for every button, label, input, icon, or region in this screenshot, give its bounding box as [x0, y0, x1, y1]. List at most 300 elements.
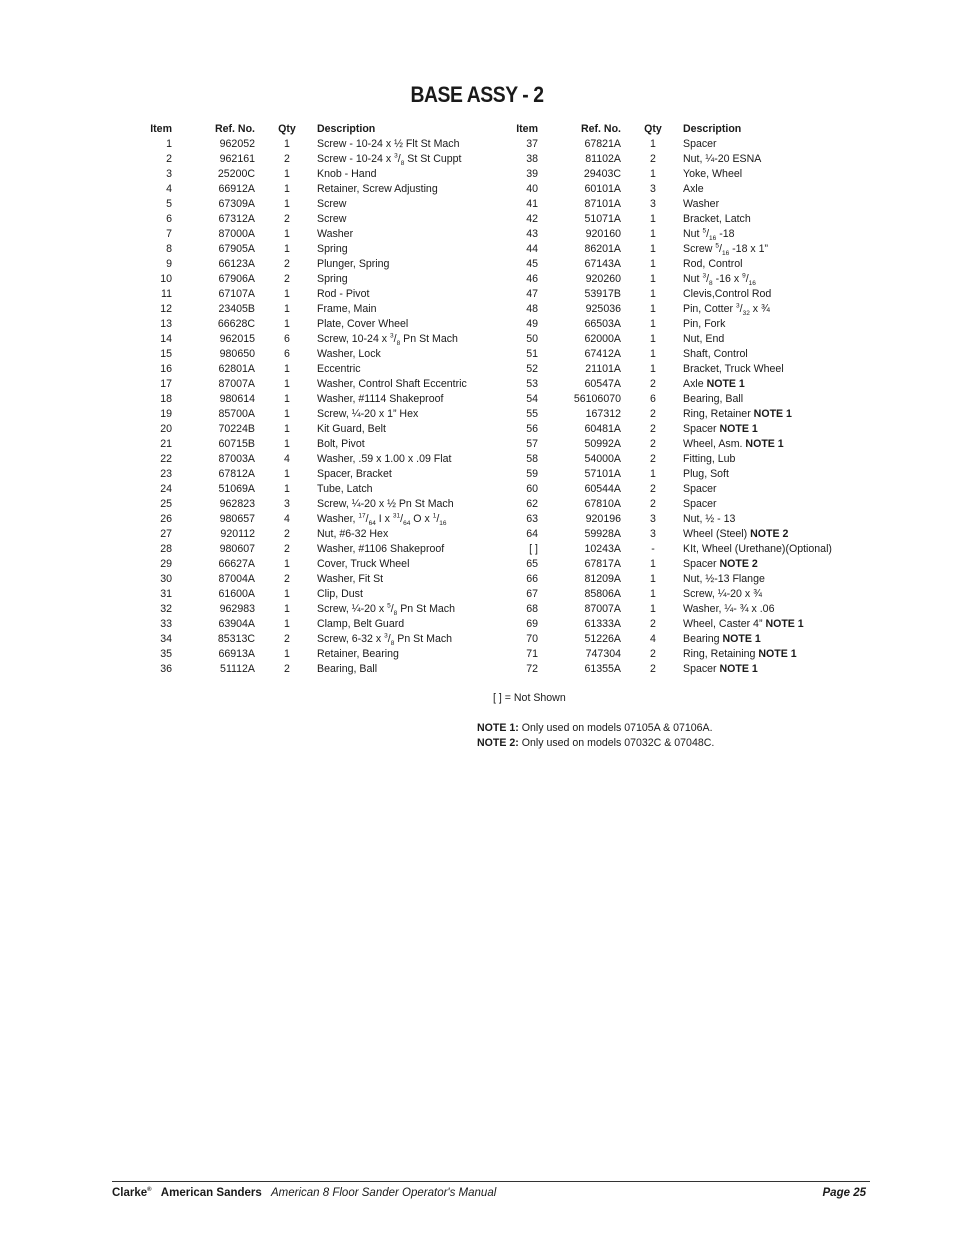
ref-number: 66503A [584, 318, 621, 330]
table-row [496, 212, 903, 227]
description: Eccentric [317, 363, 361, 375]
quantity: 1 [650, 468, 656, 480]
quantity: 1 [650, 213, 656, 225]
ref-number: 63904A [218, 618, 255, 630]
table-row [496, 482, 903, 497]
quantity: 4 [284, 453, 290, 465]
item-number: 25 [160, 498, 172, 510]
ref-number: 66628C [217, 318, 255, 330]
description: Wheel, Caster 4” NOTE 1 [683, 618, 804, 630]
item-number: 48 [526, 303, 538, 315]
brand-name: Clarke [112, 1187, 148, 1199]
item-number: 45 [526, 258, 538, 270]
ref-number: 21101A [585, 363, 621, 375]
ref-number: 87000A [218, 228, 255, 240]
quantity: 1 [284, 198, 290, 210]
item-number: 34 [160, 633, 172, 645]
item-number: 13 [160, 318, 172, 330]
description: Spacer [683, 138, 717, 150]
table-row [130, 332, 537, 347]
ref-number: 51226A [584, 633, 621, 645]
description: Yoke, Wheel [683, 168, 743, 180]
description: Nut $^3/_8$ -16 x $^9/_{16}$ [683, 272, 756, 288]
footer-company: American Sanders [160, 1187, 262, 1199]
ref-number: 920112 [220, 528, 255, 540]
description: Plunger, Spring [317, 258, 390, 270]
description: Screw [317, 198, 347, 210]
header-item: Item [516, 123, 538, 135]
description: Spacer NOTE 2 [683, 558, 758, 570]
table-row [496, 557, 903, 572]
page-footer [112, 1187, 870, 1203]
quantity: 1 [284, 648, 290, 660]
ref-number: 29403C [583, 168, 621, 180]
item-number: 17 [160, 378, 172, 390]
item-number: 26 [160, 513, 172, 525]
table-row [130, 527, 537, 542]
item-number: 10 [160, 273, 172, 285]
description: KIt, Wheel (Urethane)(Optional) [683, 543, 832, 555]
table-row [496, 407, 903, 422]
table-row [130, 152, 537, 167]
item-number: 67 [526, 588, 538, 600]
table-row [496, 257, 903, 272]
table-row [496, 587, 903, 602]
item-number: 52 [526, 363, 538, 375]
ref-number: 962161 [219, 153, 255, 165]
item-number: 65 [526, 558, 538, 570]
quantity: 2 [650, 453, 656, 465]
note-reference: NOTE 1 [745, 438, 784, 450]
table-row [130, 392, 537, 407]
description: Washer, #1114 Shakeproof [317, 393, 444, 405]
ref-number: 61333A [584, 618, 621, 630]
table-row [130, 167, 537, 182]
item-number: 33 [160, 618, 172, 630]
item-number: 44 [526, 243, 538, 255]
header-item: Item [150, 123, 172, 135]
ref-number: 10243A [584, 543, 621, 555]
description: Screw, ¼-20 x 1” Hex [317, 408, 419, 420]
quantity: 1 [650, 168, 656, 180]
quantity: 1 [650, 318, 656, 330]
table-row [130, 557, 537, 572]
quantity: 6 [284, 348, 290, 360]
description: Bearing NOTE 1 [683, 633, 761, 645]
note-2 [477, 736, 714, 751]
quantity: 2 [284, 663, 290, 675]
ref-number: 70224B [218, 423, 255, 435]
ref-number: 85313C [217, 633, 255, 645]
table-row [130, 422, 537, 437]
quantity: 1 [650, 603, 656, 615]
ref-number: 980657 [219, 513, 255, 525]
note-reference: NOTE 2 [719, 558, 758, 570]
table-row [496, 452, 903, 467]
item-number: 41 [526, 198, 538, 210]
ref-number: 66627A [218, 558, 255, 570]
table-row [496, 302, 903, 317]
item-number: 54 [526, 393, 538, 405]
ref-number: 980614 [219, 393, 255, 405]
table-row [496, 542, 903, 557]
description: Retainer, Bearing [317, 648, 399, 660]
ref-number: 67905A [218, 243, 255, 255]
quantity: 1 [284, 468, 290, 480]
description: Rod, Control [683, 258, 743, 270]
note-reference: NOTE 1 [753, 408, 792, 420]
quantity: 2 [650, 378, 656, 390]
item-number: 4 [166, 183, 172, 195]
description: Clip, Dust [317, 588, 363, 600]
quantity: 2 [284, 273, 290, 285]
note-reference: NOTE 1 [706, 378, 745, 390]
table-row [130, 632, 537, 647]
quantity: 2 [284, 153, 290, 165]
description: Nut $^5/_{16}$ -18 [683, 227, 735, 243]
item-number: 32 [160, 603, 172, 615]
item-number: 39 [526, 168, 538, 180]
ref-number: 62801A [218, 363, 255, 375]
note-reference: NOTE 1 [758, 648, 797, 660]
table-row [496, 392, 903, 407]
item-number: 16 [160, 363, 172, 375]
ref-number: 67810A [584, 498, 621, 510]
ref-number: 920196 [585, 513, 621, 525]
quantity: 1 [284, 138, 290, 150]
table-row [130, 497, 537, 512]
item-number: 28 [160, 543, 172, 555]
description: Bearing, Ball [317, 663, 378, 675]
item-number: 47 [526, 288, 538, 300]
item-number: 49 [526, 318, 538, 330]
quantity: 1 [284, 183, 290, 195]
table-row [496, 497, 903, 512]
item-number: 71 [526, 648, 538, 660]
table-row [130, 317, 537, 332]
description: Ring, Retainer NOTE 1 [683, 408, 792, 420]
table-row [496, 332, 903, 347]
note-1 [477, 721, 713, 736]
registered-mark: ® [147, 1187, 152, 1194]
ref-number: 59928A [584, 528, 621, 540]
quantity: 1 [650, 228, 656, 240]
ref-number: 85700A [218, 408, 255, 420]
item-number: 57 [526, 438, 538, 450]
table-row [130, 467, 537, 482]
item-number: 64 [526, 528, 538, 540]
ref-number: 61600A [218, 588, 255, 600]
description: Spring [317, 243, 348, 255]
ref-number: 67812A [218, 468, 255, 480]
ref-number: 51069A [218, 483, 255, 495]
quantity: 1 [284, 228, 290, 240]
ref-number: 60101A [584, 183, 621, 195]
description: Washer, ¼- ¾ x .06 [683, 603, 775, 615]
table-row [130, 377, 537, 392]
header-ref-no: Ref. No. [580, 123, 621, 135]
table-row [496, 527, 903, 542]
description: Kit Guard, Belt [317, 423, 386, 435]
description: Screw [317, 213, 347, 225]
ref-number: 23405B [218, 303, 255, 315]
ref-number: 980607 [219, 543, 255, 555]
item-number: 37 [526, 138, 538, 150]
item-number: 72 [526, 663, 538, 675]
quantity: 1 [284, 438, 290, 450]
item-number: 63 [526, 513, 538, 525]
table-row [496, 647, 903, 662]
table-row [496, 347, 903, 362]
description: Rod - Pivot [317, 288, 370, 300]
quantity: 1 [284, 168, 290, 180]
ref-number: 66913A [218, 648, 255, 660]
table-row [130, 647, 537, 662]
table-row [130, 197, 537, 212]
table-header-row [130, 122, 537, 137]
table-row [130, 242, 537, 257]
item-number: 6 [166, 213, 172, 225]
description: Screw, 10-24 x $^3/_8$ Pn St Mach [317, 332, 458, 348]
note-1-label: NOTE 1: [477, 722, 519, 734]
quantity: 1 [650, 273, 656, 285]
item-number: 8 [166, 243, 172, 255]
quantity: 4 [284, 513, 290, 525]
item-number: 30 [160, 573, 172, 585]
ref-number: 25200C [217, 168, 255, 180]
note-reference: NOTE 1 [765, 618, 804, 630]
description: Washer, #1106 Shakeproof [317, 543, 445, 555]
ref-number: 747304 [585, 648, 621, 660]
quantity: 2 [650, 408, 656, 420]
ref-number: 67312A [218, 213, 255, 225]
note-2-text: Only used on models 07032C & 07048C. [521, 737, 715, 749]
table-row [130, 182, 537, 197]
quantity: 2 [650, 498, 656, 510]
ref-number: 962983 [219, 603, 255, 615]
quantity: 4 [650, 633, 656, 645]
table-row [496, 662, 903, 677]
table-row [496, 362, 903, 377]
table-row [496, 182, 903, 197]
item-number: 51 [526, 348, 538, 360]
description: Frame, Main [317, 303, 377, 315]
page-title: BASE ASSY - 2 [410, 82, 544, 107]
quantity: 3 [650, 183, 656, 195]
ref-number: 87101A [584, 198, 621, 210]
description: Tube, Latch [317, 483, 373, 495]
description: Washer [317, 228, 354, 240]
table-row [130, 452, 537, 467]
header-ref-no: Ref. No. [214, 123, 255, 135]
table-row [496, 602, 903, 617]
item-number: 14 [160, 333, 172, 345]
description: Bolt, Pivot [317, 438, 365, 450]
quantity: 1 [650, 348, 656, 360]
quantity: 1 [650, 243, 656, 255]
ref-number: 60544A [584, 483, 621, 495]
quantity: 1 [650, 363, 656, 375]
description: Washer, Fit St [317, 573, 384, 585]
ref-number: 81102A [585, 153, 621, 165]
quantity: 1 [284, 483, 290, 495]
parts-list-right [496, 137, 903, 677]
ref-number: 60481A [584, 423, 621, 435]
parts-table-right [496, 122, 903, 677]
ref-number: 87004A [218, 573, 255, 585]
table-row [130, 347, 537, 362]
item-number: 36 [160, 663, 172, 675]
table-row [496, 137, 903, 152]
quantity: 1 [284, 408, 290, 420]
table-row [496, 377, 903, 392]
item-number: [ ] [529, 543, 538, 555]
quantity: 2 [650, 423, 656, 435]
quantity: 1 [650, 303, 656, 315]
item-number: 58 [526, 453, 538, 465]
item-number: 40 [526, 183, 538, 195]
quantity: 1 [284, 618, 290, 630]
table-row [130, 272, 537, 287]
description: Spacer [683, 498, 717, 510]
ref-number: 54000A [584, 453, 621, 465]
table-row [496, 572, 903, 587]
description: Nut, ¼-20 ESNA [683, 153, 762, 165]
ref-number: 962052 [219, 138, 255, 150]
quantity: 1 [650, 288, 656, 300]
item-number: 69 [526, 618, 538, 630]
ref-number: 67107A [218, 288, 255, 300]
item-number: 9 [166, 258, 172, 270]
ref-number: 60715B [218, 438, 255, 450]
quantity: 2 [650, 438, 656, 450]
description: Axle [683, 183, 704, 195]
description: Spacer, Bracket [317, 468, 392, 480]
ref-number: 53917B [584, 288, 621, 300]
quantity: 3 [650, 513, 656, 525]
description: Pin, Fork [683, 318, 726, 330]
quantity: 2 [650, 618, 656, 630]
table-row [130, 137, 537, 152]
ref-number: 60547A [584, 378, 621, 390]
item-number: 62 [526, 498, 538, 510]
ref-number: 86201A [584, 243, 621, 255]
quantity: 1 [284, 363, 290, 375]
ref-number: 87007A [218, 378, 255, 390]
note-reference: NOTE 1 [719, 663, 758, 675]
note-reference: NOTE 2 [750, 528, 789, 540]
ref-number: 61355A [584, 663, 621, 675]
description: Spacer NOTE 1 [683, 423, 758, 435]
item-number: 22 [160, 453, 172, 465]
item-number: 56 [526, 423, 538, 435]
header-description: Description [683, 123, 742, 135]
table-row [130, 407, 537, 422]
description: Screw, ¼-20 x ¾ [683, 588, 762, 600]
table-row [496, 437, 903, 452]
note-reference: NOTE 1 [722, 633, 761, 645]
ref-number: 51071A [584, 213, 621, 225]
item-number: 68 [526, 603, 538, 615]
quantity: 2 [650, 648, 656, 660]
ref-number: 85806A [584, 588, 621, 600]
table-row [496, 167, 903, 182]
quantity: 1 [650, 558, 656, 570]
quantity: 1 [284, 393, 290, 405]
item-number: 43 [526, 228, 538, 240]
item-number: 20 [160, 423, 172, 435]
table-row [496, 152, 903, 167]
ref-number: 962823 [219, 498, 255, 510]
description: Spring [317, 273, 348, 285]
item-number: 31 [160, 588, 172, 600]
item-number: 42 [526, 213, 538, 225]
ref-number: 66123A [218, 258, 255, 270]
item-number: 23 [160, 468, 172, 480]
ref-number: 81209A [584, 573, 621, 585]
description: Axle NOTE 1 [683, 378, 745, 390]
description: Fitting, Lub [683, 453, 736, 465]
item-number: 53 [526, 378, 538, 390]
table-row [496, 242, 903, 257]
quantity: 2 [650, 153, 656, 165]
quantity: 1 [650, 258, 656, 270]
description: Wheel, Asm. NOTE 1 [683, 438, 784, 450]
table-row [496, 512, 903, 527]
quantity: 2 [284, 258, 290, 270]
footer-brand [112, 1187, 152, 1199]
quantity: 1 [284, 288, 290, 300]
ref-number: 57101A [584, 468, 621, 480]
ref-number: 66912A [218, 183, 255, 195]
table-row [130, 212, 537, 227]
table-row [496, 617, 903, 632]
description: Wheel (Steel) NOTE 2 [683, 528, 789, 540]
description: Shaft, Control [683, 348, 748, 360]
quantity: 2 [284, 213, 290, 225]
description: Clevis,Control Rod [683, 288, 772, 300]
ref-number: 50992A [584, 438, 621, 450]
ref-number: 62000A [584, 333, 621, 345]
quantity: 1 [650, 573, 656, 585]
description: Nut, #6-32 Hex [317, 528, 389, 540]
item-number: 21 [160, 438, 172, 450]
description: Pin, Cotter $^3/_{32}$ x ¾ [683, 302, 770, 318]
quantity: 1 [284, 243, 290, 255]
item-number: 70 [526, 633, 538, 645]
quantity: 3 [650, 198, 656, 210]
item-number: 1 [166, 138, 172, 150]
description: Nut, ½-13 Flange [683, 573, 765, 585]
quantity: 2 [284, 528, 290, 540]
quantity: - [651, 543, 655, 555]
item-number: 11 [161, 288, 172, 300]
table-row [130, 602, 537, 617]
table-row [130, 437, 537, 452]
quantity: 1 [284, 558, 290, 570]
parts-table-left [130, 122, 537, 677]
item-number: 18 [160, 393, 172, 405]
header-description: Description [317, 123, 376, 135]
parts-list-left [130, 137, 537, 677]
description: Nut, End [683, 333, 725, 345]
ref-number: 920160 [585, 228, 621, 240]
footer-divider [112, 1181, 870, 1182]
quantity: 2 [650, 663, 656, 675]
item-number: 50 [526, 333, 538, 345]
quantity: 3 [650, 528, 656, 540]
description: Spacer [683, 483, 717, 495]
